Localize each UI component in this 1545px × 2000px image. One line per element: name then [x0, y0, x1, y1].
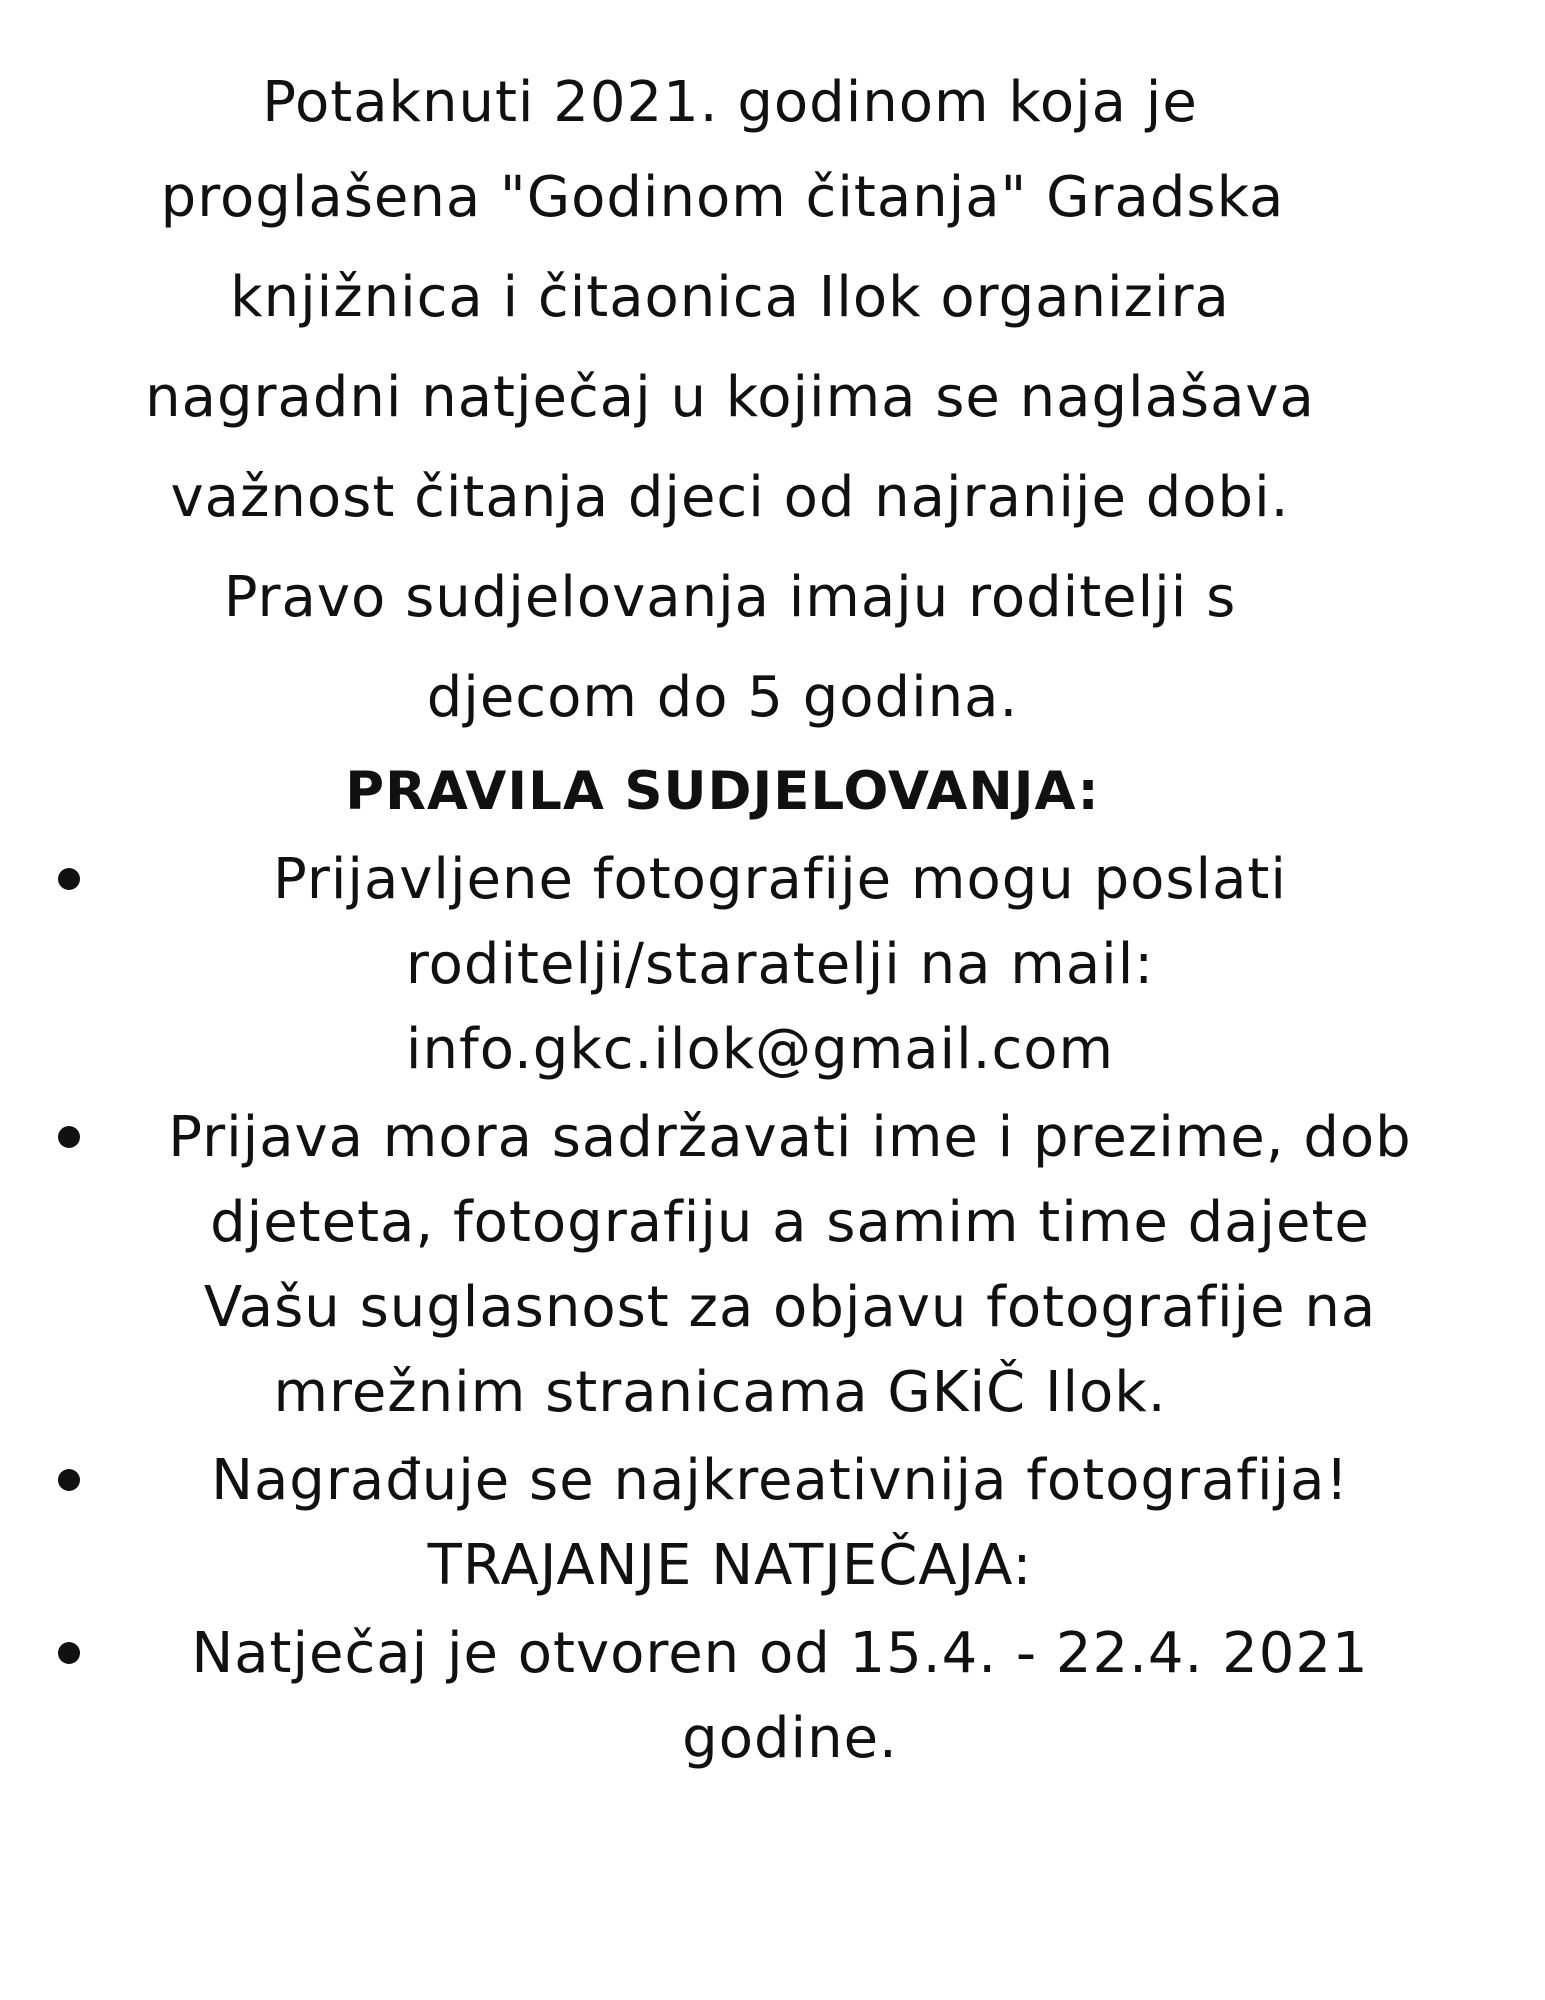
- list-item-line: Natječaj je otvoren od 15.4. - 22.4. 2021: [191, 1621, 1369, 1686]
- bullet-icon: [58, 1642, 80, 1664]
- intro-line: nagradni natječaj u kojima se naglašava: [145, 365, 1315, 430]
- intro-line: Potaknuti 2021. godinom koja je: [262, 70, 1198, 135]
- duration-heading: TRAJANJE NATJEČAJA:: [427, 1533, 1033, 1598]
- intro-line: proglašena "Godinom čitanja" Gradska: [160, 165, 1285, 230]
- intro-line: važnost čitanja djeci od najranije dobi.: [170, 465, 1290, 530]
- intro-line: djecom do 5 godina.: [426, 665, 1019, 730]
- intro-line: knjižnica i čitaonica Ilok organizira: [230, 265, 1230, 330]
- list-item-line: roditelji/staratelji na mail:: [405, 932, 1155, 997]
- intro-line: Pravo sudjelovanja imaju roditelji s: [223, 565, 1237, 630]
- list-item-line: Nagrađuje se najkreativnija fotografija!: [211, 1448, 1349, 1513]
- list-item-line: djeteta, fotografiju a samim time dajete: [210, 1190, 1370, 1255]
- list-item-line: godine.: [682, 1706, 898, 1771]
- list-item-line: Prijavljene fotografije mogu poslati: [273, 847, 1287, 912]
- bullet-icon: [58, 1469, 80, 1491]
- list-item-line: Prijava mora sadržavati ime i prezime, dob: [168, 1105, 1412, 1170]
- rules-heading: PRAVILA SUDJELOVANJA:: [345, 761, 1100, 822]
- email-address: info.gkc.ilok@gmail.com: [405, 1017, 1115, 1082]
- bullet-icon: [58, 1126, 80, 1148]
- list-item-line: mrežnim stranicama GKiČ Ilok.: [273, 1360, 1167, 1425]
- list-item-line: Vašu suglasnost za objavu fotografije na: [203, 1275, 1377, 1340]
- bullet-icon: [58, 868, 80, 890]
